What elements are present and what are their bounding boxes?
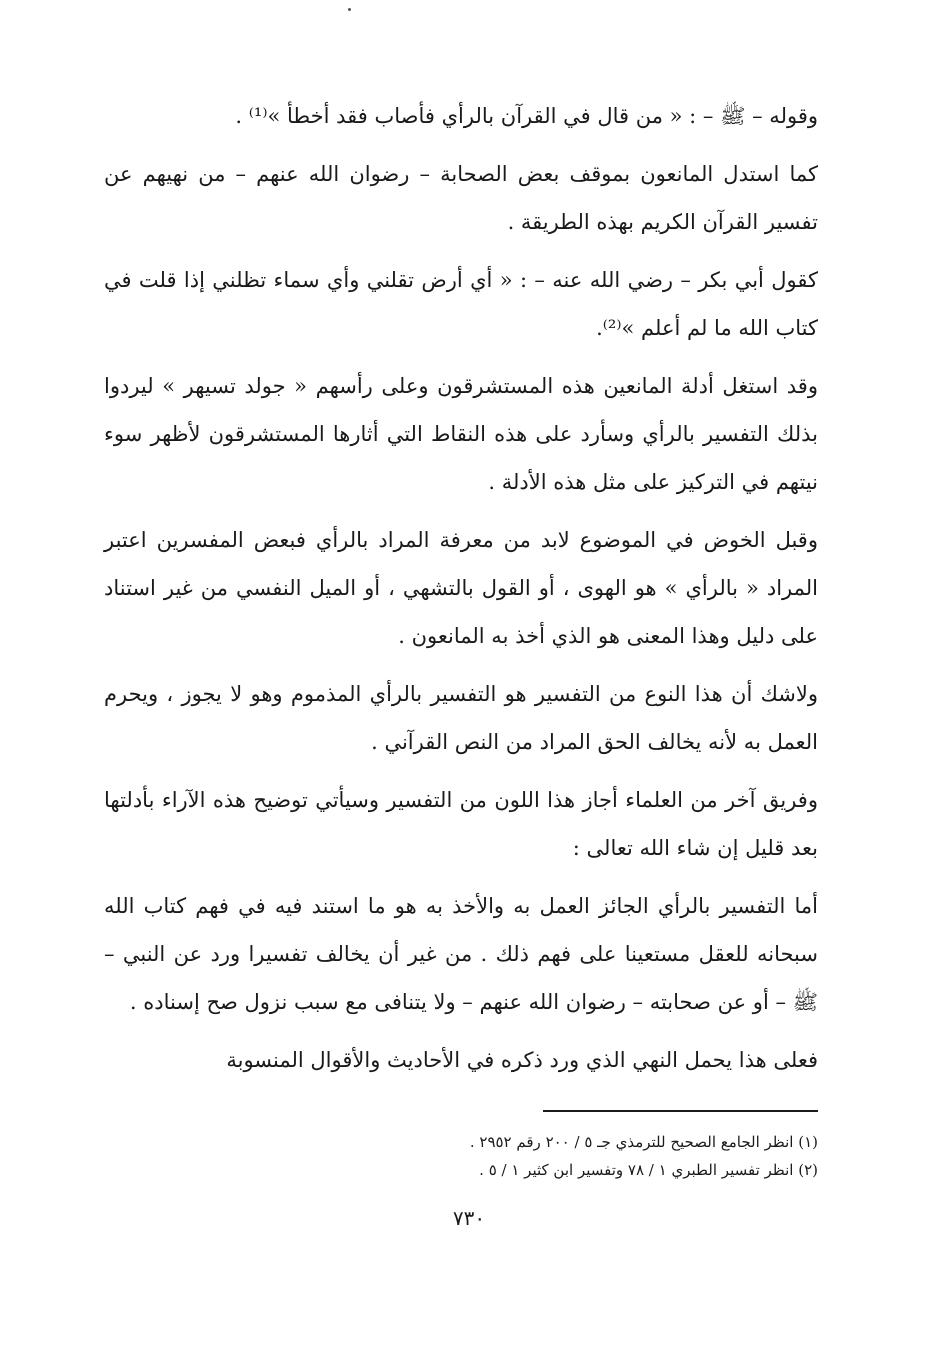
scan-mark [348,8,351,11]
paragraph-4: وقد استغل أدلة المانعين هذه المستشرقون وعلى رأسهم « جولد تسيهر » ليردوا بذلك التفسير بالرأي وسأرد على هذه النقاط التي أثارها المستشرقون لأظهر سوء نيتهم في التركيز على مثل هذه الأدلة . [104,374,818,494]
paragraph-8: أما التفسير بالرأي الجائز العمل به والأخذ به هو ما استند فيه في فهم كتاب الله سبحانه للعقل مستعينا على فهم ذلك . من غير أن يخالف تفسيرا ورد عن النبي – ﷺ – أو عن صحابته – رضوان الله عنهم – ولا يتنافى مع سبب نزول صح إسناده . [104,894,818,1014]
body-text [104,92,818,1094]
footnote-1: (١) انظر الجامع الصحيح للترمذي جـ ٥ / ٢٠٠ رقم ٢٩٥٢ . [469,1133,818,1151]
footnote-2: (٢) انظر تفسير الطبري ١ / ٧٨ وتفسير ابن كثير ١ / ٥ . [479,1161,818,1179]
paragraph-9: فعلى هذا يحمل النهي الذي ورد ذكره في الأحاديث والأقوال المنسوبة [226,1048,818,1072]
paragraph-1: وقوله – ﷺ – : « من قال في القرآن بالرأي فأصاب فقد أخطأ »⁽¹⁾ . [235,104,818,128]
footnotes [300,1128,818,1184]
paragraph-2: كما استدل المانعون بموقف بعض الصحابة – رضوان الله عنهم – من نهيهم عن تفسير القرآن الكريم بهذه الطريقة . [104,162,818,234]
paragraph-5: وقبل الخوض في الموضوع لابد من معرفة المراد بالرأي فبعض المفسرين اعتبر المراد « بالرأي » هو الهوى ، أو القول بالتشهي ، أو الميل النفسي من غير استناد على دليل وهذا المعنى هو الذي أخذ به المانعون . [104,528,818,648]
footnote-divider [543,1110,818,1112]
paragraph-3: كقول أبي بكر – رضي الله عنه – : « أي أرض تقلني وأي سماء تظلني إذا قلت في كتاب الله ما لم أعلم »⁽²⁾. [104,268,818,340]
page-number: ٧٣٠ [452,1206,486,1230]
paragraph-7: وفريق آخر من العلماء أجاز هذا اللون من التفسير وسيأتي توضيح هذه الآراء بأدلتها بعد قليل إن شاء الله تعالى : [104,788,818,860]
paragraph-6: ولاشك أن هذا النوع من التفسير هو التفسير بالرأي المذموم وهو لا يجوز ، ويحرم العمل به لأنه يخالف الحق المراد من النص القرآني . [104,682,818,754]
